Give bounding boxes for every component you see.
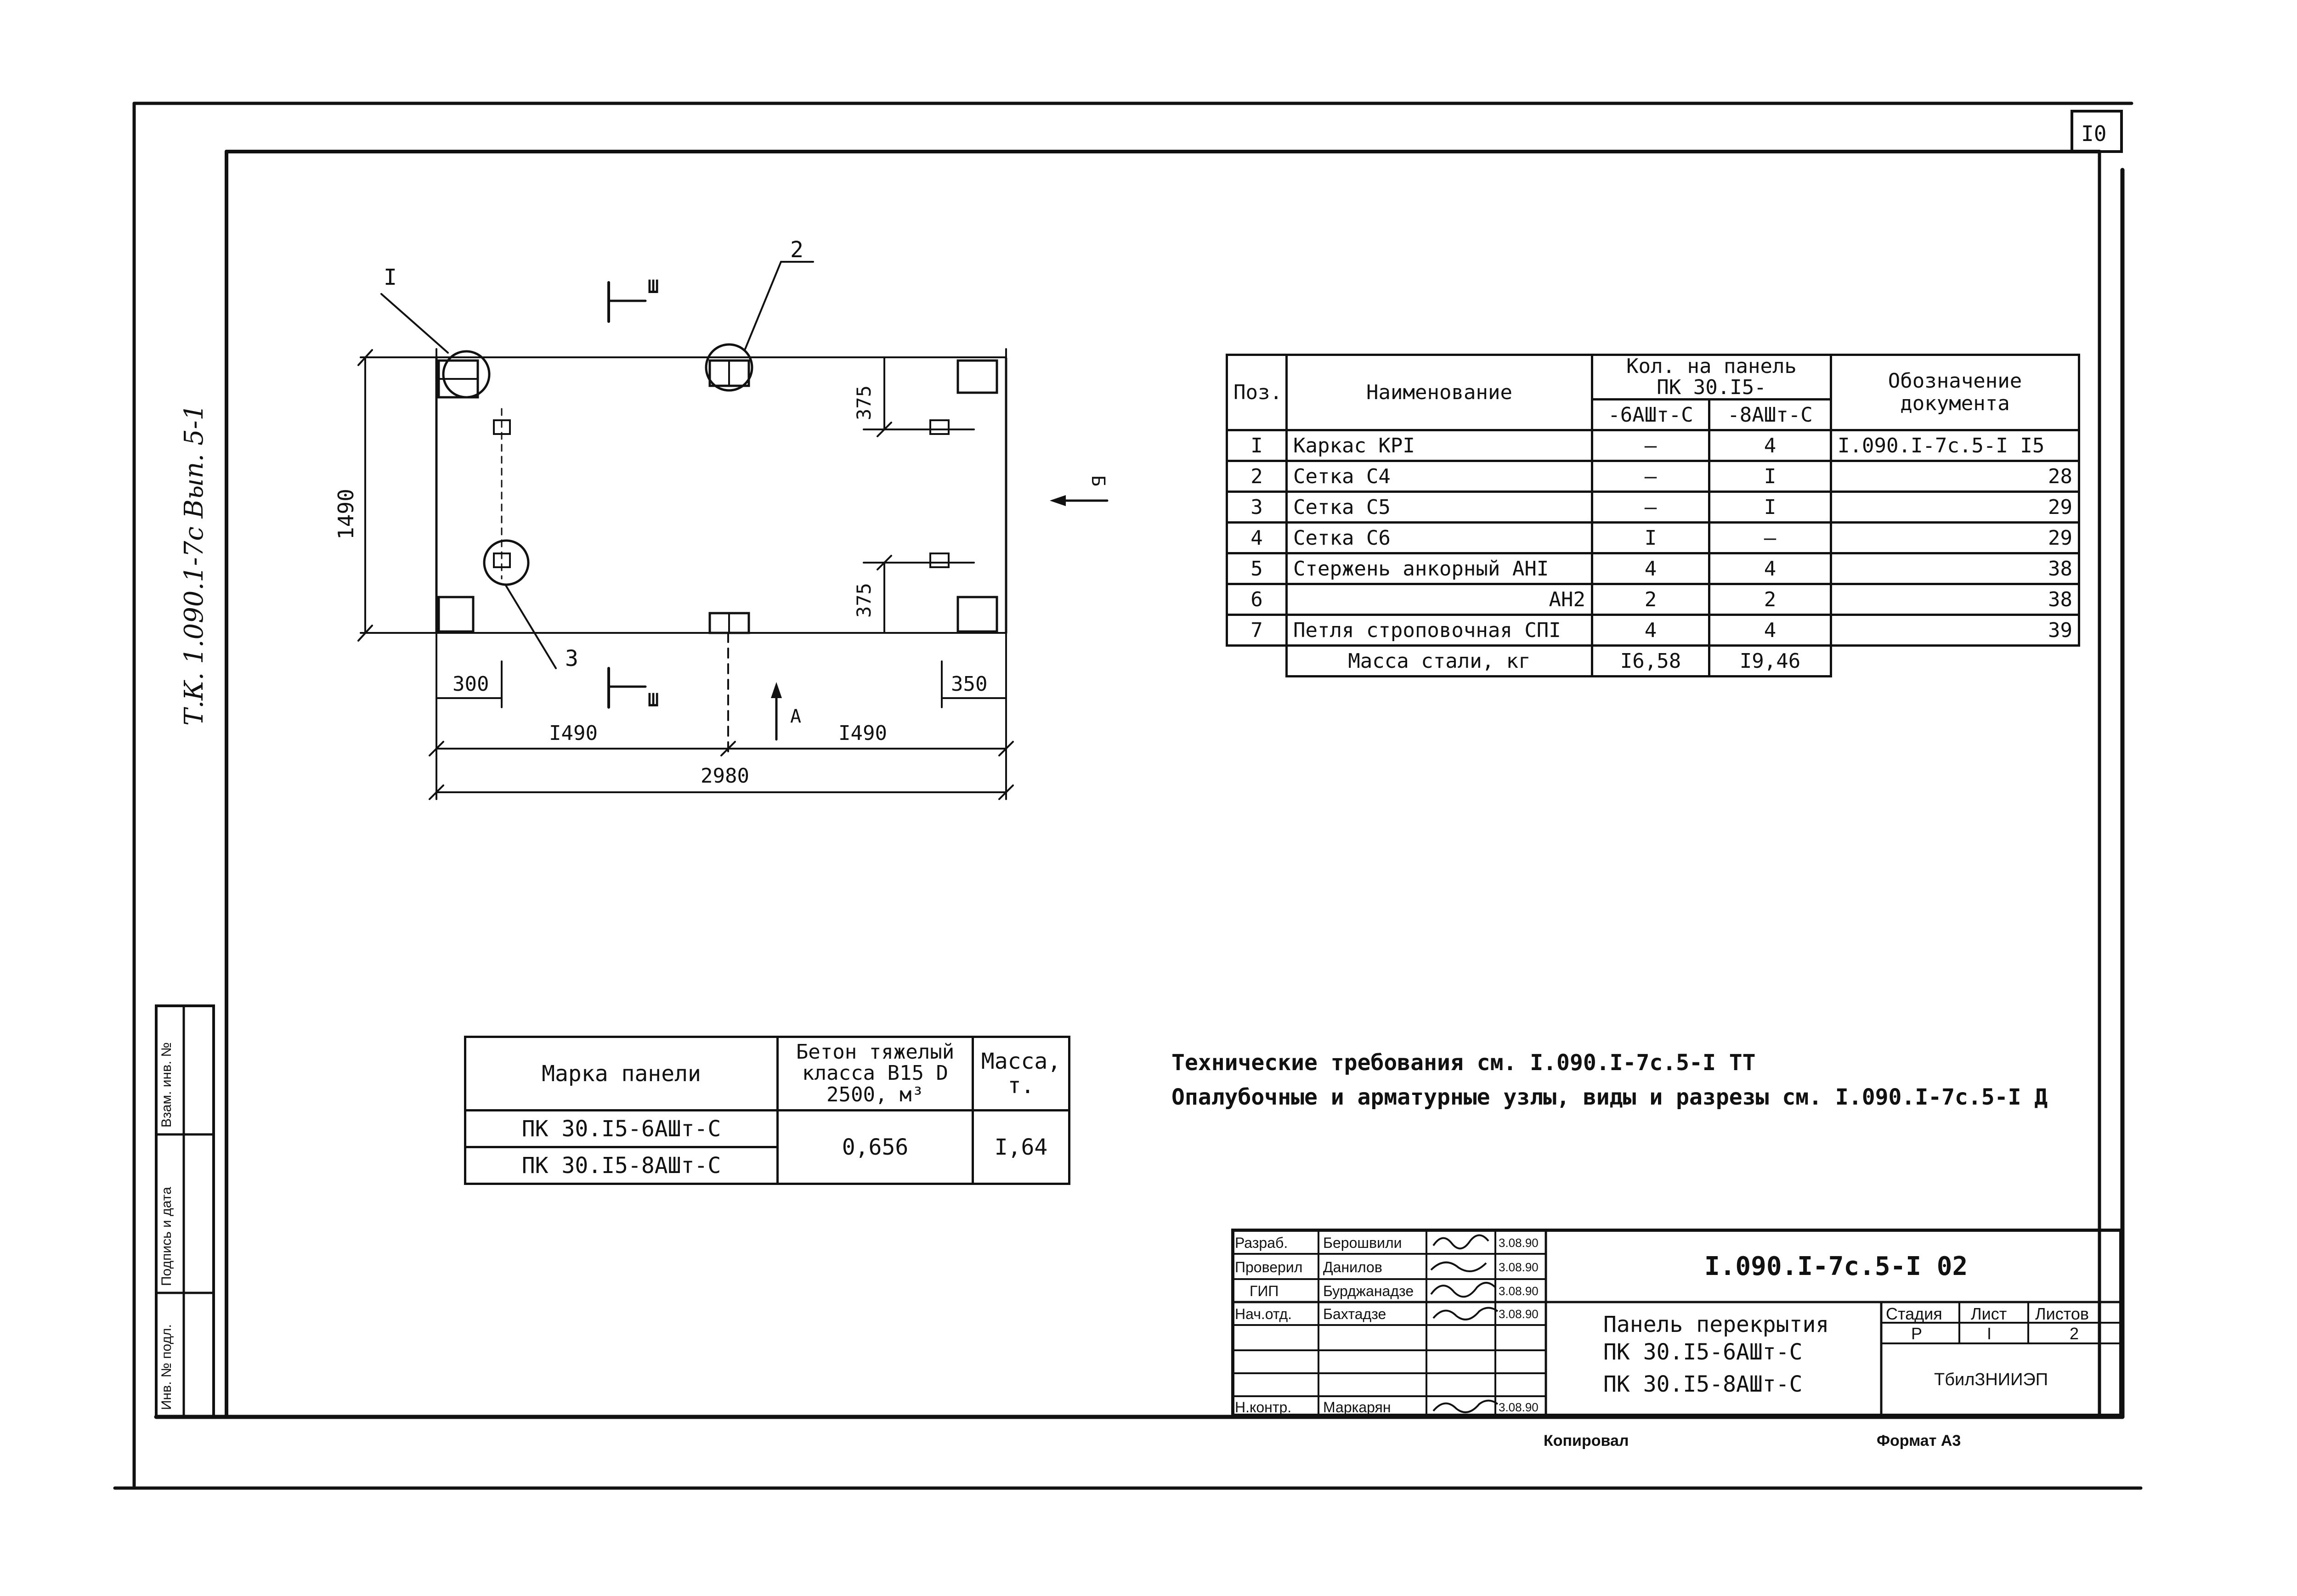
spec-cell-q1: 4 <box>1592 553 1709 584</box>
footer-copied: Копировал <box>1544 1432 1629 1449</box>
spec-cell-q2: I <box>1709 461 1831 492</box>
spec-cell-name: Сетка С5 <box>1287 492 1592 523</box>
footer-format: Формат А3 <box>1877 1432 1961 1449</box>
spec-cell-q2: 4 <box>1709 430 1831 461</box>
callout-2: 2 <box>790 237 803 263</box>
spec-cell-q1: 2 <box>1592 584 1709 615</box>
tb-name-checker: Данилов <box>1323 1259 1382 1275</box>
spec-header-qty-col2: -8АШт-С <box>1709 400 1831 430</box>
section-mark-bottom: Ш <box>648 690 659 711</box>
spec-cell-q1: I <box>1592 523 1709 553</box>
spec-header-name: Наименование <box>1287 355 1592 430</box>
spec-header-doc: Обозначение документа <box>1831 355 2079 430</box>
spec-cell-doc: I.090.I-7с.5-I I5 <box>1831 430 2079 461</box>
mark-row-2: ПК 30.I5-8АШт-С <box>465 1147 778 1184</box>
callout-3: 3 <box>565 646 578 671</box>
dim-left-offset: 300 <box>453 672 489 696</box>
dim-top-right-offset: 375 <box>853 385 875 420</box>
spec-footer-q2: I9,46 <box>1709 646 1831 677</box>
spec-cell-name: Стержень анкорный АНI <box>1287 553 1592 584</box>
mark-header-mass: Масса, т. <box>973 1037 1069 1111</box>
archive-stamp: Т.К. 1.090.1-7с Вып. 5-1 <box>179 404 209 726</box>
dim-height: 1490 <box>334 489 358 540</box>
tb-role-department-head: Нач.отд. <box>1235 1306 1292 1322</box>
tb-name-chief-engineer: Бурджанадзе <box>1323 1283 1414 1299</box>
tb-stage-header: Стадия <box>1886 1304 1942 1323</box>
tb-name-developer: Берошвили <box>1323 1235 1402 1251</box>
tb-role-chief-engineer: ГИП <box>1250 1283 1279 1299</box>
tb-document-code: I.090.I-7с.5-I 02 <box>1704 1252 1968 1281</box>
strip-label-inv: Инв. № подл. <box>159 1324 174 1410</box>
tb-title-line-1: Панель перекрытия <box>1603 1312 1829 1337</box>
spec-cell-q1: 4 <box>1592 615 1709 646</box>
tb-role-developer: Разраб. <box>1235 1235 1288 1251</box>
tb-role-norm-control: Н.контр. <box>1235 1399 1292 1416</box>
sheet-number: I0 <box>2081 121 2107 146</box>
tb-date-department-head: 3.08.90 <box>1499 1307 1539 1321</box>
spec-cell-q1: – <box>1592 461 1709 492</box>
spec-cell-doc: 38 <box>1831 584 2079 615</box>
spec-header-qty-col1: -6АШт-С <box>1592 400 1709 430</box>
tb-date-checker: 3.08.90 <box>1499 1260 1539 1274</box>
spec-cell-q2: 4 <box>1709 615 1831 646</box>
dim-right-offset: 350 <box>951 672 988 696</box>
spec-cell-q2: – <box>1709 523 1831 553</box>
spec-cell-pos: 6 <box>1227 584 1287 615</box>
spec-cell-q2: 2 <box>1709 584 1831 615</box>
mark-row-1: ПК 30.I5-6АШт-С <box>465 1111 778 1147</box>
view-label-a: А <box>790 706 802 727</box>
tb-name-department-head: Бахтадзе <box>1323 1306 1386 1322</box>
tb-title-line-2: ПК 30.I5-6АШт-С <box>1603 1339 1803 1365</box>
spec-cell-pos: 7 <box>1227 615 1287 646</box>
spec-footer-q1: I6,58 <box>1592 646 1709 677</box>
spec-cell-doc: 28 <box>1831 461 2079 492</box>
dim-half-left: I490 <box>549 722 598 745</box>
tb-date-developer: 3.08.90 <box>1499 1236 1539 1250</box>
mark-header-mark: Марка панели <box>465 1037 778 1111</box>
strip-label-replace: Взам. инв. № <box>159 1042 174 1128</box>
tb-date-norm-control: 3.08.90 <box>1499 1400 1539 1414</box>
tb-organization: ТбилЗНИИЭП <box>1934 1370 2048 1389</box>
spec-footer-label: Масса стали, кг <box>1287 646 1592 677</box>
spec-cell-q2: 4 <box>1709 553 1831 584</box>
spec-header-qty-line1: Кол. на панель <box>1626 355 1797 378</box>
spec-cell-pos: 4 <box>1227 523 1287 553</box>
note-technical: Технические требования см. I.090.I-7с.5-I ТТ <box>1171 1050 1756 1076</box>
spec-cell-doc: 29 <box>1831 492 2079 523</box>
spec-cell-name: Каркас КРI <box>1287 430 1592 461</box>
spec-cell-name: Сетка С4 <box>1287 461 1592 492</box>
tb-sheets-header: Листов <box>2035 1304 2089 1323</box>
dim-total-length: 2980 <box>701 764 749 788</box>
spec-header-qty-line2: ПК 30.I5- <box>1657 376 1766 400</box>
tb-date-chief-engineer: 3.08.90 <box>1499 1284 1539 1298</box>
spec-cell-q1: – <box>1592 492 1709 523</box>
callout-1: I <box>384 265 397 290</box>
tb-name-norm-control: Маркарян <box>1323 1399 1391 1416</box>
spec-cell-pos: 2 <box>1227 461 1287 492</box>
mark-header-concrete: Бетон тяжелый класса В15 D 2500, м³ <box>778 1037 973 1111</box>
spec-cell-doc: 38 <box>1831 553 2079 584</box>
section-mark-top: Ш <box>648 276 659 298</box>
tb-role-checker: Проверил <box>1235 1259 1303 1275</box>
spec-cell-name: АН2 <box>1287 584 1592 615</box>
spec-cell-pos: 3 <box>1227 492 1287 523</box>
dim-half-right: I490 <box>838 722 887 745</box>
tb-title-line-3: ПК 30.I5-8АШт-С <box>1603 1371 1803 1397</box>
spec-cell-q1: – <box>1592 430 1709 461</box>
spec-header-pos: Поз. <box>1227 355 1287 430</box>
view-label-b: Б <box>1087 475 1109 487</box>
mark-concrete-value: 0,656 <box>778 1111 973 1184</box>
spec-cell-pos: I <box>1227 430 1287 461</box>
tb-sheet-value: I <box>1987 1324 1992 1343</box>
spec-cell-pos: 5 <box>1227 553 1287 584</box>
dim-bottom-right-offset: 375 <box>853 583 875 618</box>
tb-stage-value: Р <box>1911 1324 1923 1343</box>
spec-cell-name: Петля строповочная СПI <box>1287 615 1592 646</box>
spec-cell-name: Сетка С6 <box>1287 523 1592 553</box>
spec-cell-q2: I <box>1709 492 1831 523</box>
tb-sheet-header: Лист <box>1971 1304 2007 1323</box>
spec-cell-doc: 39 <box>1831 615 2079 646</box>
tb-sheets-value: 2 <box>2070 1324 2079 1343</box>
note-formwork: Опалубочные и арматурные узлы, виды и разрезы см. I.090.I-7с.5-I Д <box>1171 1084 2048 1110</box>
spec-cell-doc: 29 <box>1831 523 2079 553</box>
strip-label-sign: Подпись и дата <box>159 1187 174 1286</box>
mark-mass-value: I,64 <box>973 1111 1069 1184</box>
